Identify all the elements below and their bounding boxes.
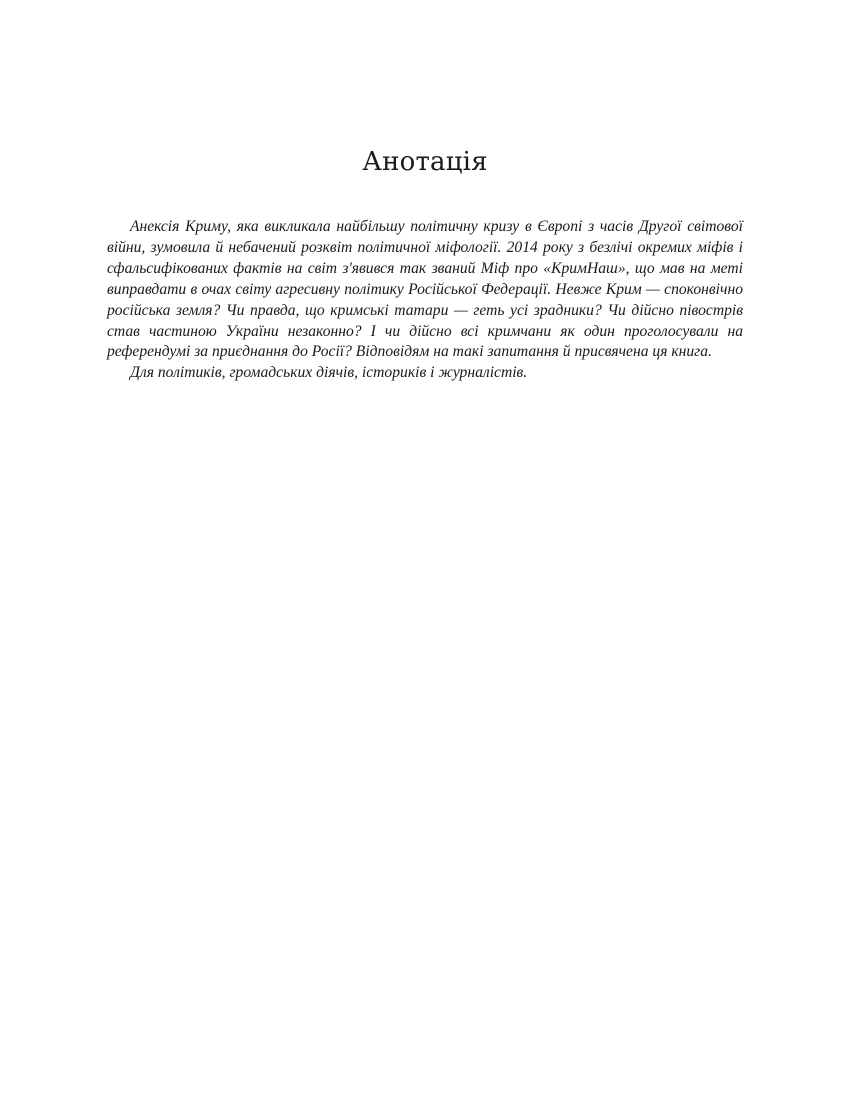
annotation-body: [107, 217, 743, 384]
page-title: Анотація: [362, 147, 488, 177]
audience-paragraph: Для політиків, громадських діячів, істориків і журналістів.: [130, 364, 528, 382]
annotation-paragraph: Анексія Криму, яка викликала найбільшу політичну кризу в Європі з часів Другої світової війни, зумовила й небачений розквіт політичної міфології. 2014 року з безлічі окремих міфів і сфальсифікованих фактів на світ з'явився так званий Міф про «КримНаш», що мав на меті виправдати в очах світу агресивну політику Російської Федерації. Невже Крим — споконвічно російська земля? Чи правда, що кримські татари — геть усі зрадники? Чи дійсно півострів став частиною України незаконно? І чи дійсно всі кримчани як один проголосували на референдумі за приєднання до Росії? Відповідям на такі запитання й присвячена ця книга.: [107, 218, 743, 361]
